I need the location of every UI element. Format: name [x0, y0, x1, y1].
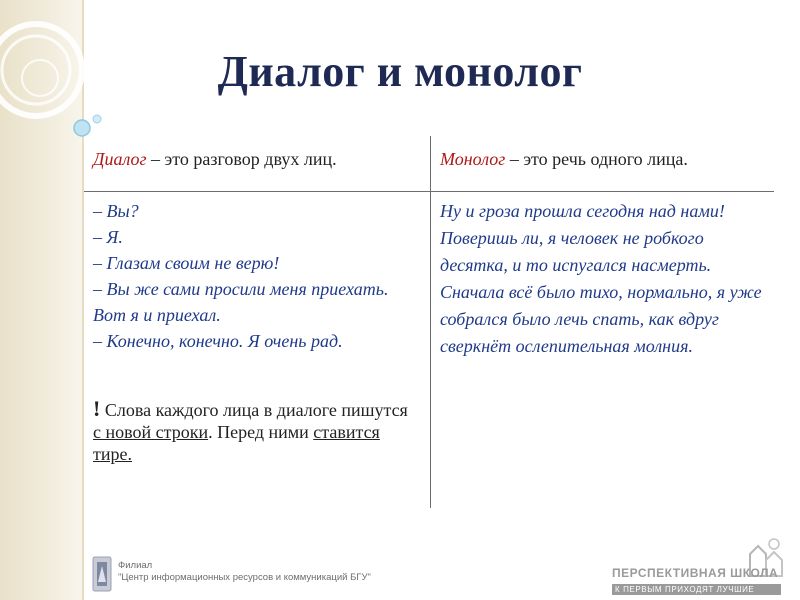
comparison-table [84, 136, 800, 508]
dialog-line: – Глазам своим не верю! [93, 253, 280, 273]
dialog-definition [93, 146, 423, 172]
dialog-rule-note [93, 398, 413, 465]
monolog-example: Ну и гроза прошла сегодня над нами! Поверишь ли, я человек не робкого десятка, и то испугался насмерть. Сначала всё было тихо, нормально, я уже собрался было лечь спать, как вдруг сверкнёт ослепительная молния. [440, 201, 762, 356]
branch-line-1: Филиал [118, 560, 153, 571]
dialog-line: – Вы? [93, 201, 139, 221]
note-underline-2: ставится тире. [93, 422, 380, 464]
dialog-example [93, 198, 423, 354]
monolog-def-text: – это речь одного лица. [505, 149, 688, 169]
dialog-line: – Вы же сами просили меня приехать. Вот я и приехал. [93, 279, 389, 325]
monolog-term: Монолог [440, 149, 506, 169]
exclamation-mark: ! [93, 396, 101, 421]
school-slogan: К ПЕРВЫМ ПРИХОДЯТ ЛУЧШИЕ [612, 584, 781, 595]
dialog-line: – Конечно, конечно. Я очень рад. [93, 331, 343, 351]
branch-caption [118, 560, 371, 584]
university-logo-icon [92, 556, 112, 592]
monolog-definition [440, 146, 780, 172]
note-underline-1: с новой строки [93, 422, 209, 442]
note-text-2: . Перед ними [208, 422, 314, 442]
dialog-term: Диалог [93, 149, 147, 169]
branch-line-2: "Центр информационных ресурсов и коммуникаций БГУ" [118, 572, 371, 583]
dialog-line: – Я. [93, 227, 123, 247]
page-title: Диалог и монолог [217, 47, 583, 96]
header-divider [84, 191, 774, 192]
school-logo [612, 558, 800, 598]
note-text-1: Слова каждого лица в диалоге пишутся [100, 400, 408, 420]
dialog-def-text: – это разговор двух лиц. [146, 149, 337, 169]
school-name: ПЕРСПЕКТИВНАЯ ШКОЛА [612, 566, 779, 580]
